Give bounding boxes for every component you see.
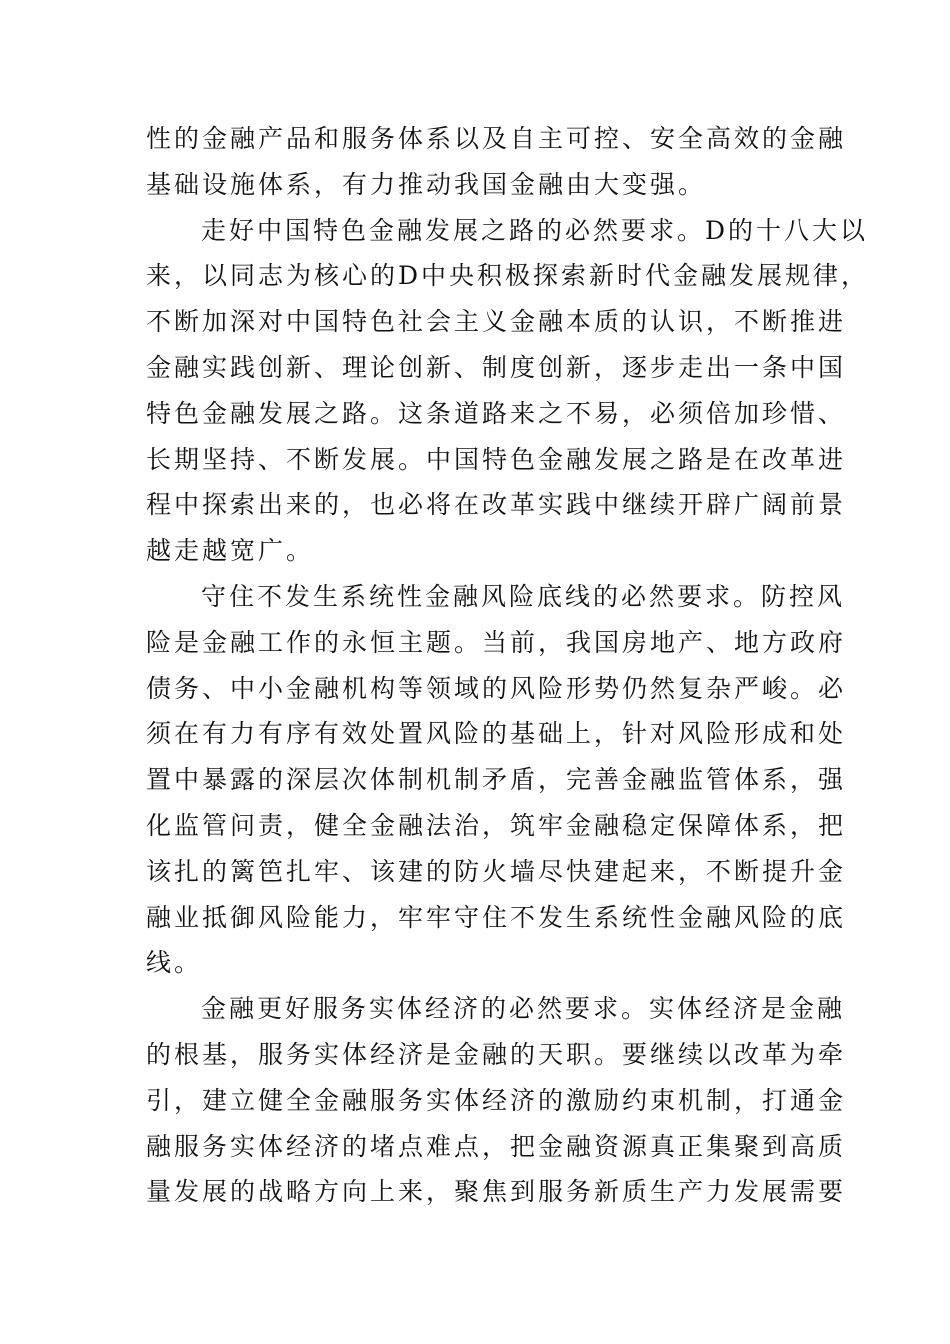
text-line: 险是金融工作的永恒主题。当前，我国房地产、地方政府	[146, 627, 847, 657]
text-line: 程中探索出来的，也必将在改革实践中继续开辟广阔前景	[146, 490, 847, 520]
text-line: 性的金融产品和服务体系以及自主可控、安全高效的金融	[146, 124, 847, 153]
text-line: 金融实践创新、理论创新、制度创新，逐步走出一条中国	[146, 352, 847, 382]
text-line: 基础设施体系，有力推动我国金融由大变强。	[146, 169, 707, 199]
text-line: 债务、中小金融机构等领域的风险形势仍然复杂严峻。必	[146, 673, 847, 703]
text-line: 特色金融发展之路。这条道路来之不易，必须倍加珍惜、	[146, 398, 847, 428]
text-line: 置中暴露的深层次体制机制矛盾，完善金融监管体系，强	[146, 765, 847, 795]
text-line: 长期坚持、不断发展。中国特色金融发展之路是在改革进	[146, 444, 847, 474]
body-text	[146, 116, 870, 1215]
text-line: 的根基，服务实体经济是金融的天职。要继续以改革为牵	[146, 1039, 847, 1069]
text-line: 不断加深对中国特色社会主义金融本质的认识，不断推进	[146, 307, 847, 337]
text-line: 须在有力有序有效处置风险的基础上，针对风险形成和处	[146, 719, 847, 749]
paragraph-start-line: 守住不发生系统性金融风险底线的必然要求。防控风	[201, 581, 846, 611]
text-line: 化监管问责，健全金融法治，筑牢金融稳定保障体系，把	[146, 810, 847, 840]
text-line: 融业抵御风险能力，牢牢守住不发生系统性金融风险的底	[146, 902, 847, 932]
text-line: 引，建立健全金融服务实体经济的激励约束机制，打通金	[146, 1085, 847, 1115]
text-line: 越走越宽广。	[146, 536, 315, 566]
text-line: 融服务实体经济的堵点难点，把金融资源真正集聚到高质	[146, 1131, 847, 1161]
text-line: 该扎的篱笆扎牢、该建的防火墙尽快建起来，不断提升金	[146, 856, 847, 886]
text-line: 量发展的战略方向上来，聚焦到服务新质生产力发展需要	[146, 1177, 847, 1207]
paragraph-start-line: 走好中国特色金融发展之路的必然要求。D的十八大以	[201, 215, 869, 245]
text-line: 线。	[146, 948, 203, 978]
text-line: 来，以同志为核心的D中央积极探索新时代金融发展规律，	[146, 261, 870, 291]
paragraph-start-line: 金融更好服务实体经济的必然要求。实体经济是金融	[201, 994, 846, 1024]
